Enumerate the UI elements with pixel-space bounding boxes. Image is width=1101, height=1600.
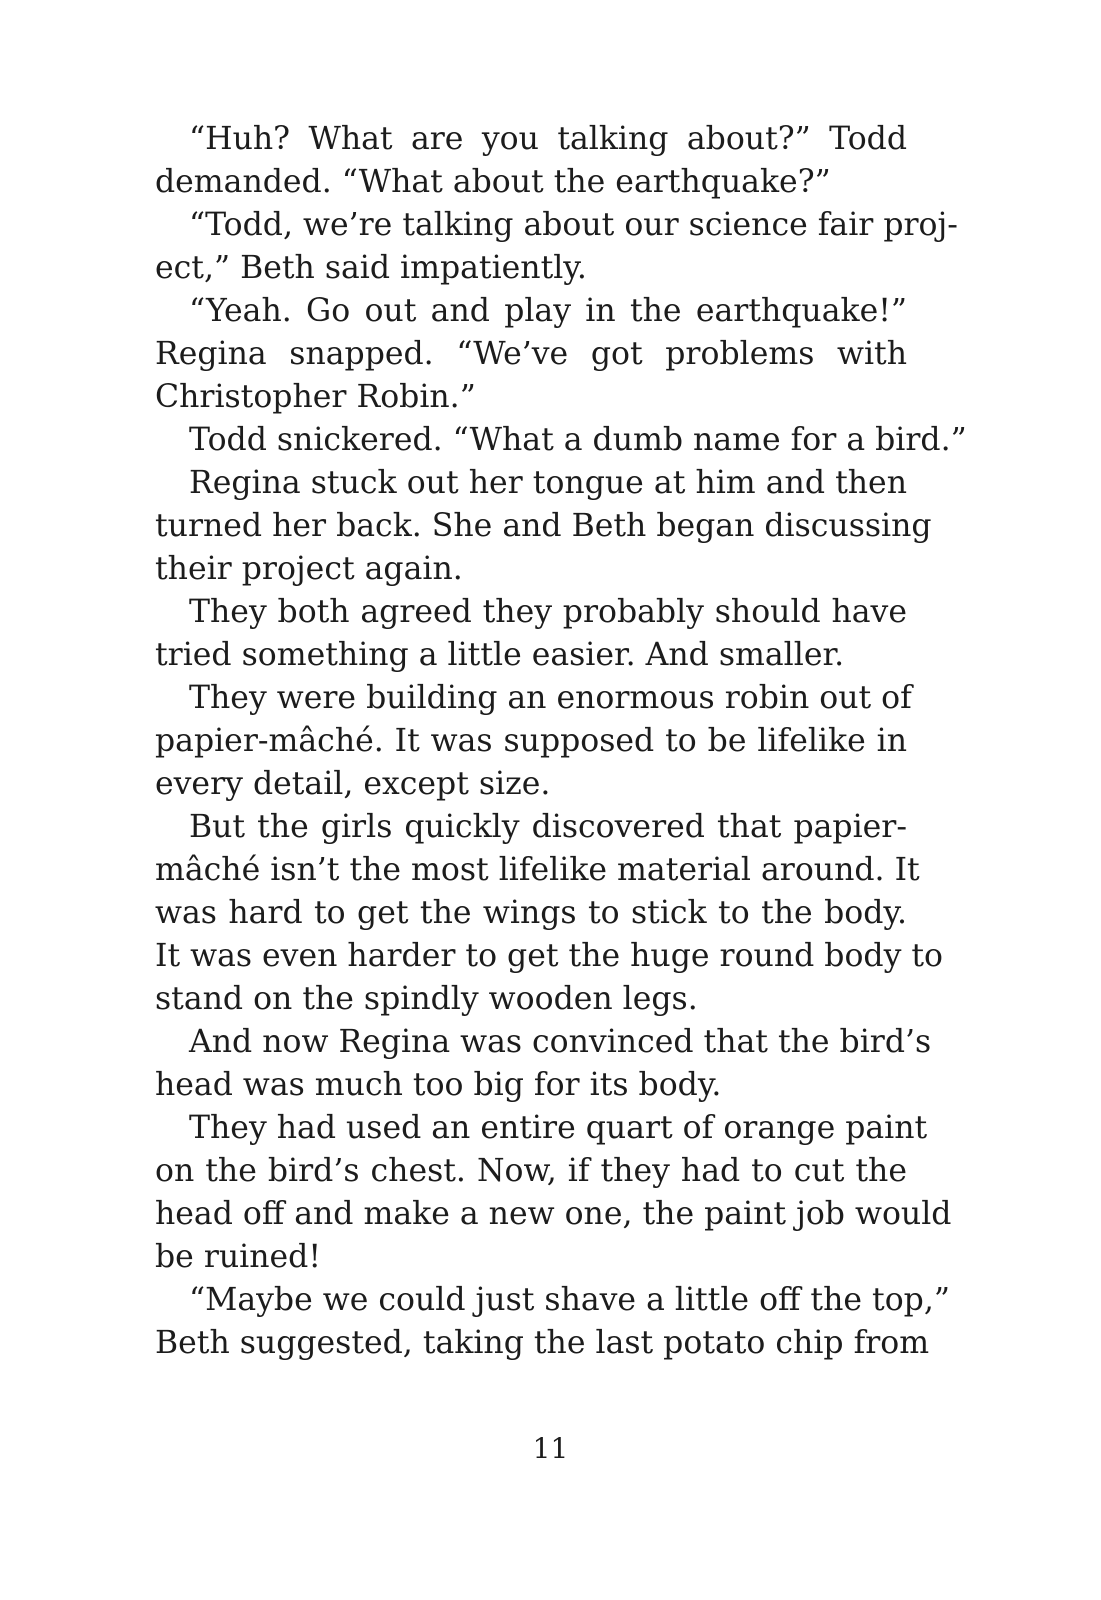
text-line: papier-mâché. It was supposed to be lifelike in: [155, 723, 907, 759]
text-line: They had used an entire quart of orange paint: [189, 1110, 928, 1146]
text-line: Regina stuck out her tongue at him and then: [189, 465, 907, 501]
page-number: 11: [532, 1432, 569, 1465]
text-line: “Maybe we could just shave a little off the top,”: [189, 1282, 950, 1318]
text-line: “Todd, we’re talking about our science fair proj-: [189, 207, 958, 243]
body-text: [155, 118, 967, 1365]
text-line: head was much too big for its body.: [155, 1067, 722, 1103]
text-line: mâché isn’t the most lifelike material around. It: [155, 852, 920, 888]
text-line: Christopher Robin.”: [155, 379, 476, 415]
text-line: turned her back. She and Beth began discussing: [155, 508, 932, 544]
text-line: Regina snapped. “We’ve got problems with: [155, 336, 907, 372]
text-line: But the girls quickly discovered that papier-: [189, 809, 907, 845]
text-line: Beth suggested, taking the last potato chip from: [155, 1325, 930, 1361]
text-line: stand on the spindly wooden legs.: [155, 981, 698, 1017]
text-line: They both agreed they probably should have: [189, 594, 907, 630]
paragraph: [155, 677, 912, 806]
paragraph: [155, 1279, 950, 1365]
text-line: “Huh? What are you talking about?” Todd: [189, 121, 907, 157]
paragraph: [155, 591, 907, 677]
text-line: was hard to get the wings to stick to the body.: [155, 895, 907, 931]
paragraph: [155, 419, 967, 462]
text-line: demanded. “What about the earthquake?”: [155, 164, 831, 200]
text-line: And now Regina was convinced that the bird’s: [189, 1024, 932, 1060]
text-line: “Yeah. Go out and play in the earthquake!”: [189, 293, 907, 329]
text-line: Todd snickered. “What a dumb name for a bird.”: [189, 422, 967, 458]
text-line: They were building an enormous robin out of: [189, 680, 912, 716]
text-line: head off and make a new one, the paint job would: [155, 1196, 952, 1232]
text-line: their project again.: [155, 551, 463, 587]
paragraph: [155, 1021, 932, 1107]
paragraph: [155, 204, 958, 290]
paragraph: [155, 806, 944, 1021]
paragraph: [155, 290, 907, 419]
text-line: tried something a little easier. And smaller.: [155, 637, 845, 673]
text-line: It was even harder to get the huge round body to: [155, 938, 944, 974]
paragraph: [155, 1107, 952, 1279]
text-line: be ruined!: [155, 1239, 321, 1275]
paragraph: [155, 462, 932, 591]
text-line: on the bird’s chest. Now, if they had to cut the: [155, 1153, 907, 1189]
text-line: every detail, except size.: [155, 766, 551, 802]
text-line: ect,” Beth said impatiently.: [155, 250, 587, 286]
paragraph: [155, 118, 907, 204]
